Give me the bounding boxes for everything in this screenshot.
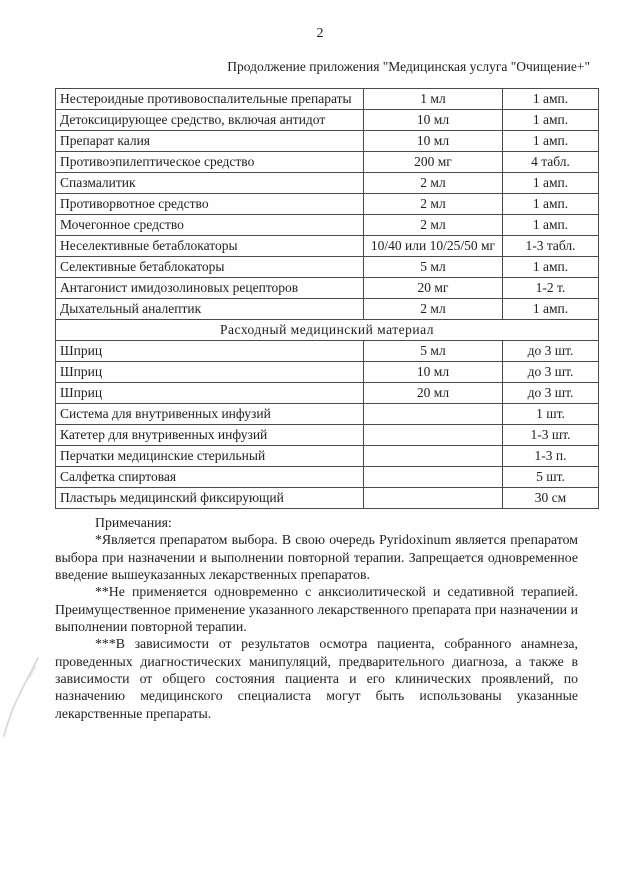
- cell-quantity: 1-3 табл.: [503, 236, 599, 257]
- cell-quantity: 1 амп.: [503, 173, 599, 194]
- table-row: [56, 362, 599, 383]
- cell-dose: 5 мл: [364, 341, 503, 362]
- table-row: [56, 341, 599, 362]
- pen-scribble-mark: [0, 640, 60, 770]
- cell-quantity: 1 шт.: [503, 404, 599, 425]
- note-drug-of-choice: *Является препаратом выбора. В свою очередь Pyridoxinum является препаратом выбора при назначении и выполнении повторной терапии. Запрещается одновременное введение вышеуказанных лекарственных препаратов.: [55, 532, 578, 583]
- table-row: [56, 467, 599, 488]
- cell-dose: 2 мл: [364, 299, 503, 320]
- medications-table: [55, 88, 599, 509]
- cell-item-name: Перчатки медицинские стерильный: [56, 446, 364, 467]
- cell-item-name: Селективные бетаблокаторы: [56, 257, 364, 278]
- cell-quantity: 4 табл.: [503, 152, 599, 173]
- table-row: [56, 236, 599, 257]
- cell-quantity: 30 см: [503, 488, 599, 509]
- table-row: [56, 152, 599, 173]
- table-row: [56, 446, 599, 467]
- cell-item-name: Пластырь медицинский фиксирующий: [56, 488, 364, 509]
- cell-item-name: Нестероидные противовоспалительные препараты: [56, 89, 364, 110]
- cell-dose: [364, 446, 503, 467]
- table-row: [56, 131, 599, 152]
- cell-dose: 2 мл: [364, 173, 503, 194]
- cell-item-name: Детоксицирующее средство, включая антидот: [56, 110, 364, 131]
- cell-item-name: Неселективные бетаблокаторы: [56, 236, 364, 257]
- cell-item-name: Катетер для внутривенных инфузий: [56, 425, 364, 446]
- cell-item-name: Спазмалитик: [56, 173, 364, 194]
- section-header-label: Расходный медицинский материал: [56, 320, 599, 341]
- notes-title: Примечания:: [95, 515, 172, 530]
- cell-quantity: 1 амп.: [503, 110, 599, 131]
- table-section-row: [56, 320, 599, 341]
- cell-quantity: до 3 шт.: [503, 383, 599, 404]
- table-row: [56, 404, 599, 425]
- cell-dose: 10/40 или 10/25/50 мг: [364, 236, 503, 257]
- cell-item-name: Противоэпилептическое средство: [56, 152, 364, 173]
- table-row: [56, 215, 599, 236]
- table-row: [56, 299, 599, 320]
- notes-section: [55, 514, 578, 722]
- table-row: [56, 383, 599, 404]
- cell-quantity: 1 амп.: [503, 131, 599, 152]
- cell-dose: 2 мл: [364, 194, 503, 215]
- medications-rows: [56, 89, 599, 320]
- cell-item-name: Шприц: [56, 362, 364, 383]
- cell-quantity: 1 амп.: [503, 194, 599, 215]
- consumables-rows: [56, 341, 599, 509]
- cell-item-name: Препарат калия: [56, 131, 364, 152]
- cell-quantity: до 3 шт.: [503, 341, 599, 362]
- cell-item-name: Шприц: [56, 383, 364, 404]
- cell-quantity: 1 амп.: [503, 257, 599, 278]
- note-not-with-anxiolytic: **Не применяется одновременно с анксиолитической и седативной терапией. Преимущественное применение указанного лекарственного препарата при назначении и выполнении повторной терапии.: [55, 584, 578, 635]
- table-row: [56, 257, 599, 278]
- cell-quantity: 5 шт.: [503, 467, 599, 488]
- cell-quantity: до 3 шт.: [503, 362, 599, 383]
- cell-dose: 10 мл: [364, 362, 503, 383]
- table-row: [56, 278, 599, 299]
- cell-item-name: Система для внутривенных инфузий: [56, 404, 364, 425]
- cell-dose: 2 мл: [364, 215, 503, 236]
- cell-dose: 5 мл: [364, 257, 503, 278]
- cell-item-name: Мочегонное средство: [56, 215, 364, 236]
- cell-item-name: Салфетка спиртовая: [56, 467, 364, 488]
- table-row: [56, 488, 599, 509]
- cell-dose: 10 мл: [364, 110, 503, 131]
- cell-item-name: Дыхательный аналептик: [56, 299, 364, 320]
- cell-dose: 20 мл: [364, 383, 503, 404]
- cell-quantity: 1 амп.: [503, 215, 599, 236]
- continuation-header: Продолжение приложения "Медицинская услуга "Очищение+": [227, 59, 590, 74]
- note-depending-on-exam: ***В зависимости от результатов осмотра пациента, собранного анамнеза, проведенных диагностических манипуляций, предварительного диагноза, а также в зависимости от общего состояния пациента и его клинических проявлений, по назначению медицинского специалиста могут быть использованы указанные лекарственные препараты.: [55, 636, 578, 721]
- cell-dose: 20 мг: [364, 278, 503, 299]
- cell-quantity: 1 амп.: [503, 299, 599, 320]
- cell-dose: 200 мг: [364, 152, 503, 173]
- cell-quantity: 1 амп.: [503, 89, 599, 110]
- cell-dose: [364, 404, 503, 425]
- cell-quantity: 1-3 п.: [503, 446, 599, 467]
- cell-quantity: 1-3 шт.: [503, 425, 599, 446]
- table-row: [56, 173, 599, 194]
- cell-dose: [364, 467, 503, 488]
- cell-item-name: Противорвотное средство: [56, 194, 364, 215]
- page-number: 2: [316, 26, 324, 41]
- cell-dose: [364, 425, 503, 446]
- table-row: [56, 425, 599, 446]
- cell-item-name: Шприц: [56, 341, 364, 362]
- cell-quantity: 1-2 т.: [503, 278, 599, 299]
- cell-item-name: Антагонист имидозолиновых рецепторов: [56, 278, 364, 299]
- cell-dose: 10 мл: [364, 131, 503, 152]
- cell-dose: 1 мл: [364, 89, 503, 110]
- table-row: [56, 194, 599, 215]
- table-row: [56, 110, 599, 131]
- section-header-row: [56, 320, 599, 341]
- cell-dose: [364, 488, 503, 509]
- table-row: [56, 89, 599, 110]
